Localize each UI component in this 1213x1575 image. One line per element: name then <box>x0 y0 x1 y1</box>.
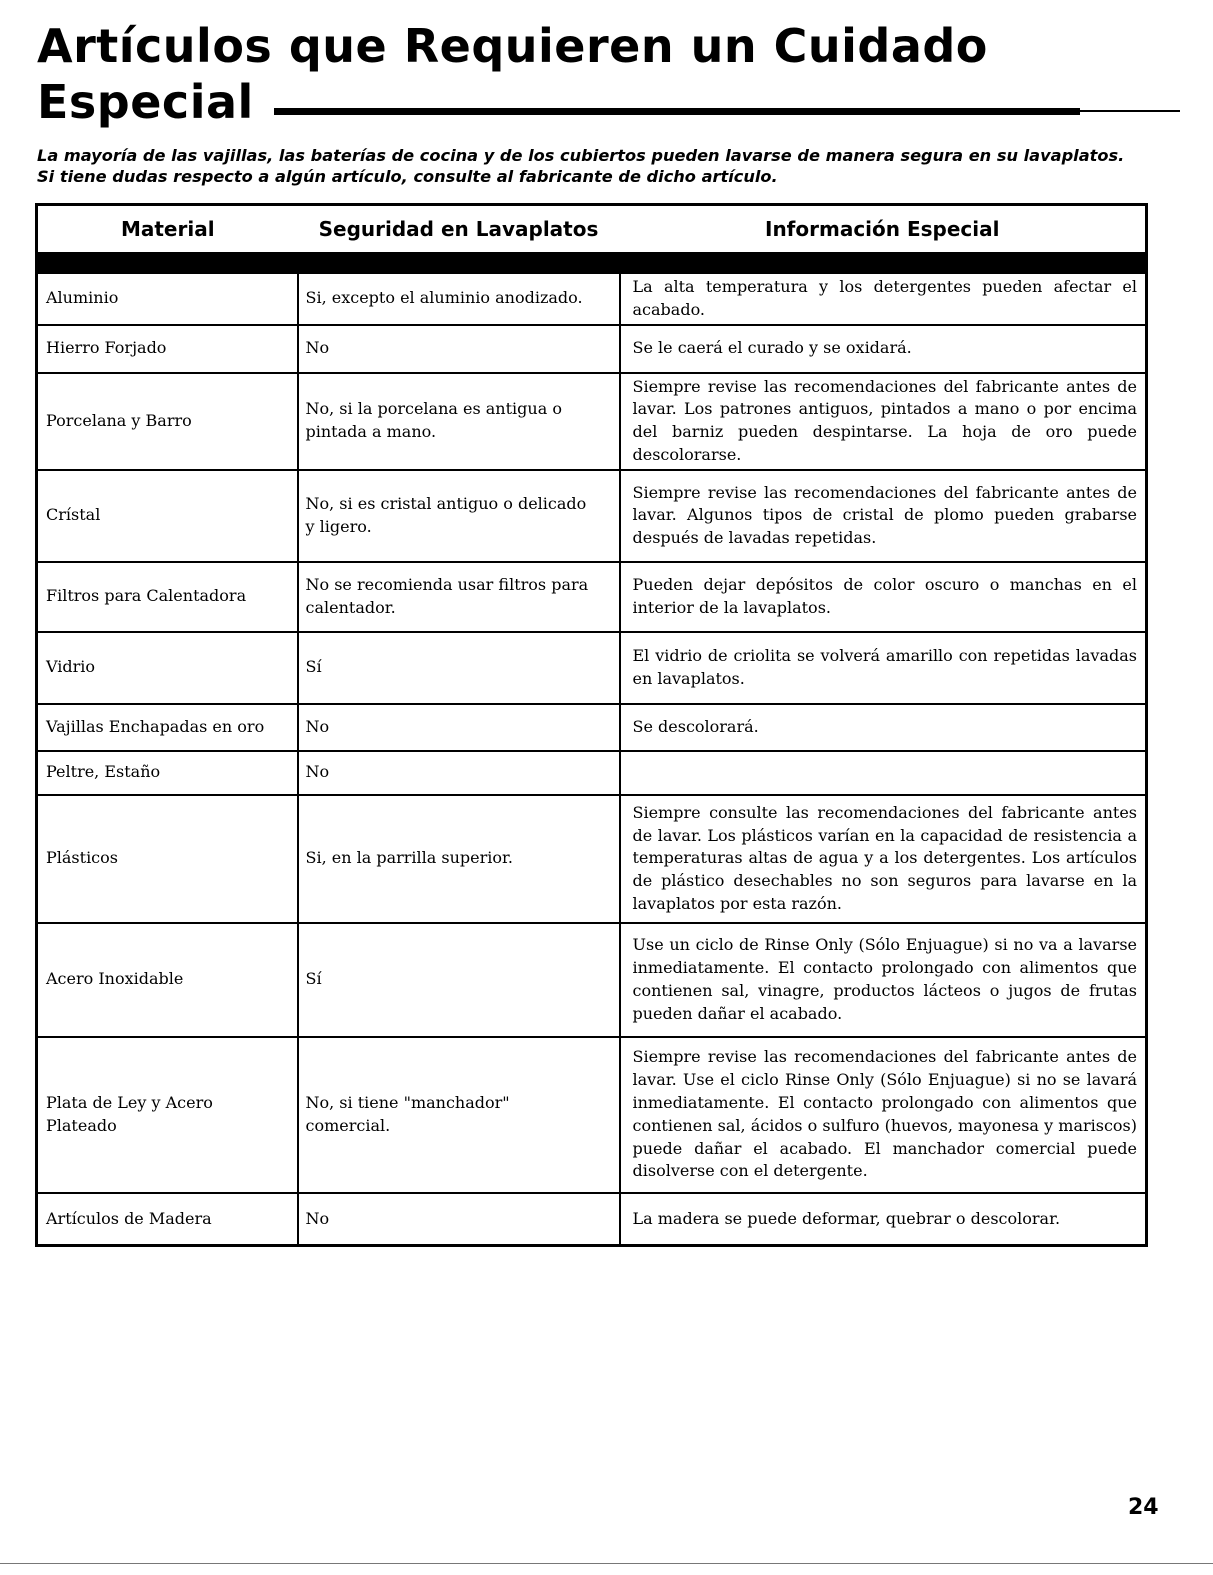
info-cell: Pueden dejar depósitos de color oscuro o manchas en el interior de la lavaplatos. <box>620 562 1147 632</box>
safety-cell: No <box>298 751 620 795</box>
title-rule-thin <box>1080 110 1180 112</box>
table-row <box>37 373 1147 470</box>
table-row <box>37 470 1147 562</box>
page-title-line-1: Artículos que Requieren un Cuidado <box>37 19 988 73</box>
table-row <box>37 751 1147 795</box>
table-row <box>37 1193 1147 1246</box>
safety-cell: Si, excepto el aluminio anodizado. <box>298 273 620 325</box>
header-bar-cell <box>37 252 1147 273</box>
material-cell: Plásticos <box>37 795 298 923</box>
safety-cell: Si, en la parrilla superior. <box>298 795 620 923</box>
info-cell: La alta temperatura y los detergentes pueden afectar el acabado. <box>620 273 1147 325</box>
page-title <box>37 18 1197 130</box>
header-safety: Seguridad en Lavaplatos <box>318 217 599 241</box>
material-cell: Vidrio <box>37 632 298 704</box>
header-bar <box>37 252 1147 273</box>
info-cell: Siempre revise las recomendaciones del fabricante antes de lavar. Algunos tipos de cristal de plomo pueden grabarse después de lavadas repetidas. <box>620 470 1147 562</box>
material-cell: Filtros para Calentadora <box>37 562 298 632</box>
table-row <box>37 632 1147 704</box>
info-cell: La madera se puede deformar, quebrar o descolorar. <box>620 1193 1147 1246</box>
material-cell: Aluminio <box>37 273 298 325</box>
safety-cell: No, si la porcelana es antigua o pintada a mano. <box>298 373 620 470</box>
info-cell: Use un ciclo de Rinse Only (Sólo Enjuague) si no va a lavarse inmediatamente. El contacto prolongado con alimentos que contienen sal, vinagre, productos lácteos o jugos de frutas pueden dañar el acabado. <box>620 923 1147 1037</box>
safety-cell: No <box>298 325 620 373</box>
title-rule-thick <box>274 108 1080 115</box>
material-cell: Vajillas Enchapadas en oro <box>37 704 298 751</box>
info-cell: Siempre revise las recomendaciones del fabricante antes de lavar. Los patrones antiguos, pintados a mano o por encima del barniz pueden despintarse. La hoja de oro puede descolorarse. <box>620 373 1147 470</box>
safety-cell: No <box>298 704 620 751</box>
safety-cell: Sí <box>298 923 620 1037</box>
safety-cell: No se recomienda usar filtros para calentador. <box>298 562 620 632</box>
material-cell: Hierro Forjado <box>37 325 298 373</box>
table-row <box>37 704 1147 751</box>
page-title-line-2-wrap <box>37 74 1197 130</box>
material-cell: Plata de Ley y Acero Plateado <box>37 1037 298 1193</box>
material-cell: Peltre, Estaño <box>37 751 298 795</box>
intro-paragraph <box>37 145 1177 187</box>
table-row <box>37 325 1147 373</box>
info-cell: Siempre consulte las recomendaciones del fabricante antes de lavar. Los plásticos varían en la capacidad de resistencia a temperaturas altas de agua y a los detergentes. Los artículos de plástico desechables no son seguros para lavarse en la lavaplatos por esta razón. <box>620 795 1147 923</box>
care-table <box>35 203 1148 1247</box>
table-row <box>37 273 1147 325</box>
safety-cell: No, si tiene "manchador" comercial. <box>298 1037 620 1193</box>
material-cell: Artículos de Madera <box>37 1193 298 1246</box>
info-cell <box>620 751 1147 795</box>
info-cell: Se descolorará. <box>620 704 1147 751</box>
page-title-line-2: Especial <box>37 75 254 129</box>
material-cell: Acero Inoxidable <box>37 923 298 1037</box>
intro-line-1: La mayoría de las vajillas, las baterías de cocina y de los cubiertos pueden lavarse de manera segura en su lavaplatos. <box>37 146 1125 165</box>
material-cell: Porcelana y Barro <box>37 373 298 470</box>
table-row <box>37 562 1147 632</box>
info-cell: Siempre revise las recomendaciones del fabricante antes de lavar. Use el ciclo Rinse Only (Sólo Enjuague) si no se lavará inmediatamente. El contacto prolongado con alimentos que contienen sal, ácidos o sulfuro (huevos, mayonesa y mariscos) puede dañar el acabado. El manchador comercial puede disolverse con el detergente. <box>620 1037 1147 1193</box>
material-cell: Crístal <box>37 470 298 562</box>
table-row <box>37 795 1147 923</box>
info-cell: Se le caerá el curado y se oxidará. <box>620 325 1147 373</box>
safety-cell: No <box>298 1193 620 1246</box>
table-header-row <box>37 205 1147 253</box>
safety-cell: No, si es cristal antiguo o delicado y ligero. <box>298 470 620 562</box>
header-info: Información Especial <box>765 217 1000 241</box>
info-cell: El vidrio de criolita se volverá amarillo con repetidas lavadas en lavaplatos. <box>620 632 1147 704</box>
table-row <box>37 923 1147 1037</box>
header-material: Material <box>120 217 215 241</box>
bottom-rule <box>0 1563 1213 1564</box>
intro-line-2: Si tiene dudas respecto a algún artículo, consulte al fabricante de dicho artículo. <box>37 167 778 186</box>
table-row <box>37 1037 1147 1193</box>
page-number: 24 <box>1128 1495 1159 1520</box>
safety-cell: Sí <box>298 632 620 704</box>
